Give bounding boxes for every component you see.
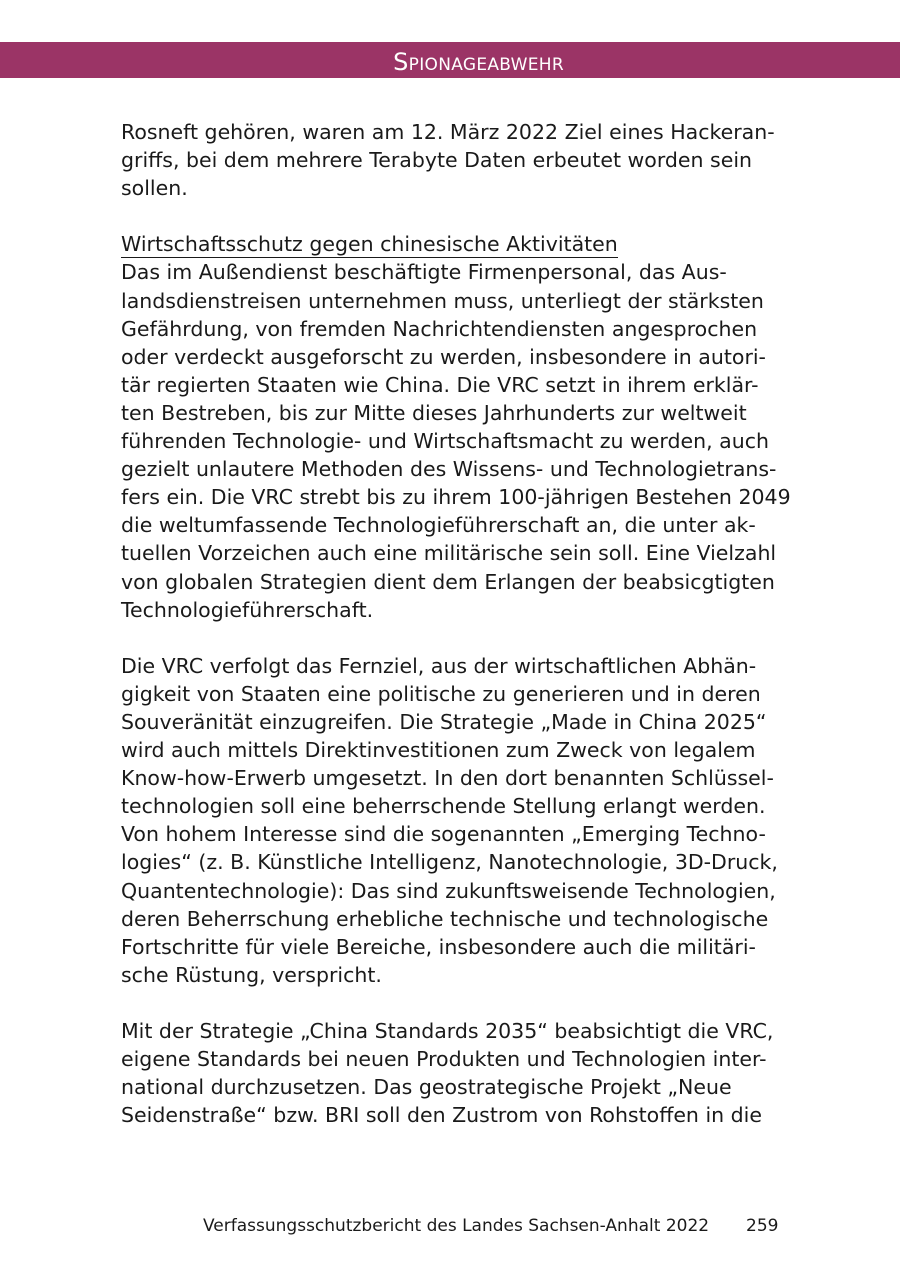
text-line: tuellen Vorzeichen auch eine militärische sein soll. Eine Vielzahl xyxy=(121,541,777,566)
footer-publication-title: Verfassungsschutzbericht des Landes Sachsen-Anhalt 2022 xyxy=(203,1216,710,1236)
paragraph-1 xyxy=(121,258,791,623)
paragraph-gap xyxy=(121,989,781,1017)
text-line: Fortschritte für viele Bereiche, insbesondere auch die militäri- xyxy=(121,934,756,959)
body-text xyxy=(121,118,791,1129)
text-line: oder verdeckt ausgeforscht zu werden, insbesondere in autori- xyxy=(121,344,766,369)
paragraph-3 xyxy=(121,1017,781,1129)
text-line: Souveränität einzugreifen. Die Strategie „Made in China 2025“ xyxy=(121,709,767,734)
paragraph-gap xyxy=(121,202,781,230)
text-line: gigkeit von Staaten eine politische zu generieren und in deren xyxy=(121,681,761,706)
text-line: sollen. xyxy=(121,176,188,201)
text-line: Quantentechnologie): Das sind zukunftsweisende Technologien, xyxy=(121,878,776,903)
section-title: Spionageabwehr xyxy=(393,48,564,76)
text-line: von globalen Strategien dient dem Erlangen der beabsicgtigten xyxy=(121,569,775,594)
text-line: logies“ (z. B. Künstliche Intelligenz, Nanotechnologie, 3D-Druck, xyxy=(121,850,778,875)
paragraph-gap xyxy=(121,624,781,652)
page-number: 259 xyxy=(746,1216,779,1236)
text-line: Von hohem Interesse sind die sogenannten „Emerging Techno- xyxy=(121,822,766,847)
text-line: deren Beherrschung erhebliche technische und technologische xyxy=(121,906,769,931)
text-line: Seidenstraße“ bzw. BRI soll den Zustrom von Rohstoffen in die xyxy=(121,1103,762,1128)
text-line: Gefährdung, von fremden Nachrichtendiensten angesprochen xyxy=(121,316,758,341)
text-line: führenden Technologie- und Wirtschaftsmacht zu werden, auch xyxy=(121,429,769,454)
text-line: wird auch mittels Direktinvestitionen zum Zweck von legalem xyxy=(121,738,756,763)
text-line: eigene Standards bei neuen Produkten und Technologien inter- xyxy=(121,1047,767,1072)
text-line: Mit der Strategie „China Standards 2035“ beabsichtigt die VRC, xyxy=(121,1019,774,1043)
text-line: technologien soll eine beherrschende Stellung erlangt werden. xyxy=(121,794,766,819)
text-line: griffs, bei dem mehrere Terabyte Daten erbeutet worden sein xyxy=(121,148,753,173)
text-line: die weltumfassende Technologieführerschaft an, die unter ak- xyxy=(121,513,756,538)
text-line: fers ein. Die VRC strebt bis zu ihrem 100-jährigen Bestehen 2049 xyxy=(121,485,791,510)
text-line: Rosneft gehören, waren am 12. März 2022 Ziel eines Hackeran- xyxy=(121,120,775,144)
text-line: sche Rüstung, verspricht. xyxy=(121,962,382,987)
subheading: Wirtschaftsschutz gegen chinesische Aktivitäten xyxy=(121,232,618,257)
text-line: landsdienstreisen unternehmen muss, unterliegt der stärksten xyxy=(121,288,764,313)
text-line: Technologieführerschaft. xyxy=(121,597,374,622)
intro-paragraph xyxy=(121,118,781,202)
text-line: Know-how-Erwerb umgesetzt. In den dort benannten Schlüssel- xyxy=(121,766,774,791)
text-line: national durchzusetzen. Das geostrategische Projekt „Neue xyxy=(121,1075,732,1100)
text-line: ten Bestreben, bis zur Mitte dieses Jahrhunderts zur weltweit xyxy=(121,400,747,425)
text-line: Das im Außendienst beschäftigte Firmenpersonal, das Aus- xyxy=(121,260,727,285)
text-line: tär regierten Staaten wie China. Die VRC setzt in ihrem erklär- xyxy=(121,372,759,397)
text-line: Die VRC verfolgt das Fernziel, aus der wirtschaftlichen Abhän- xyxy=(121,653,757,678)
subheading-line xyxy=(121,230,781,258)
paragraph-2 xyxy=(121,652,781,989)
text-line: gezielt unlautere Methoden des Wissens- und Technologietrans- xyxy=(121,457,777,482)
